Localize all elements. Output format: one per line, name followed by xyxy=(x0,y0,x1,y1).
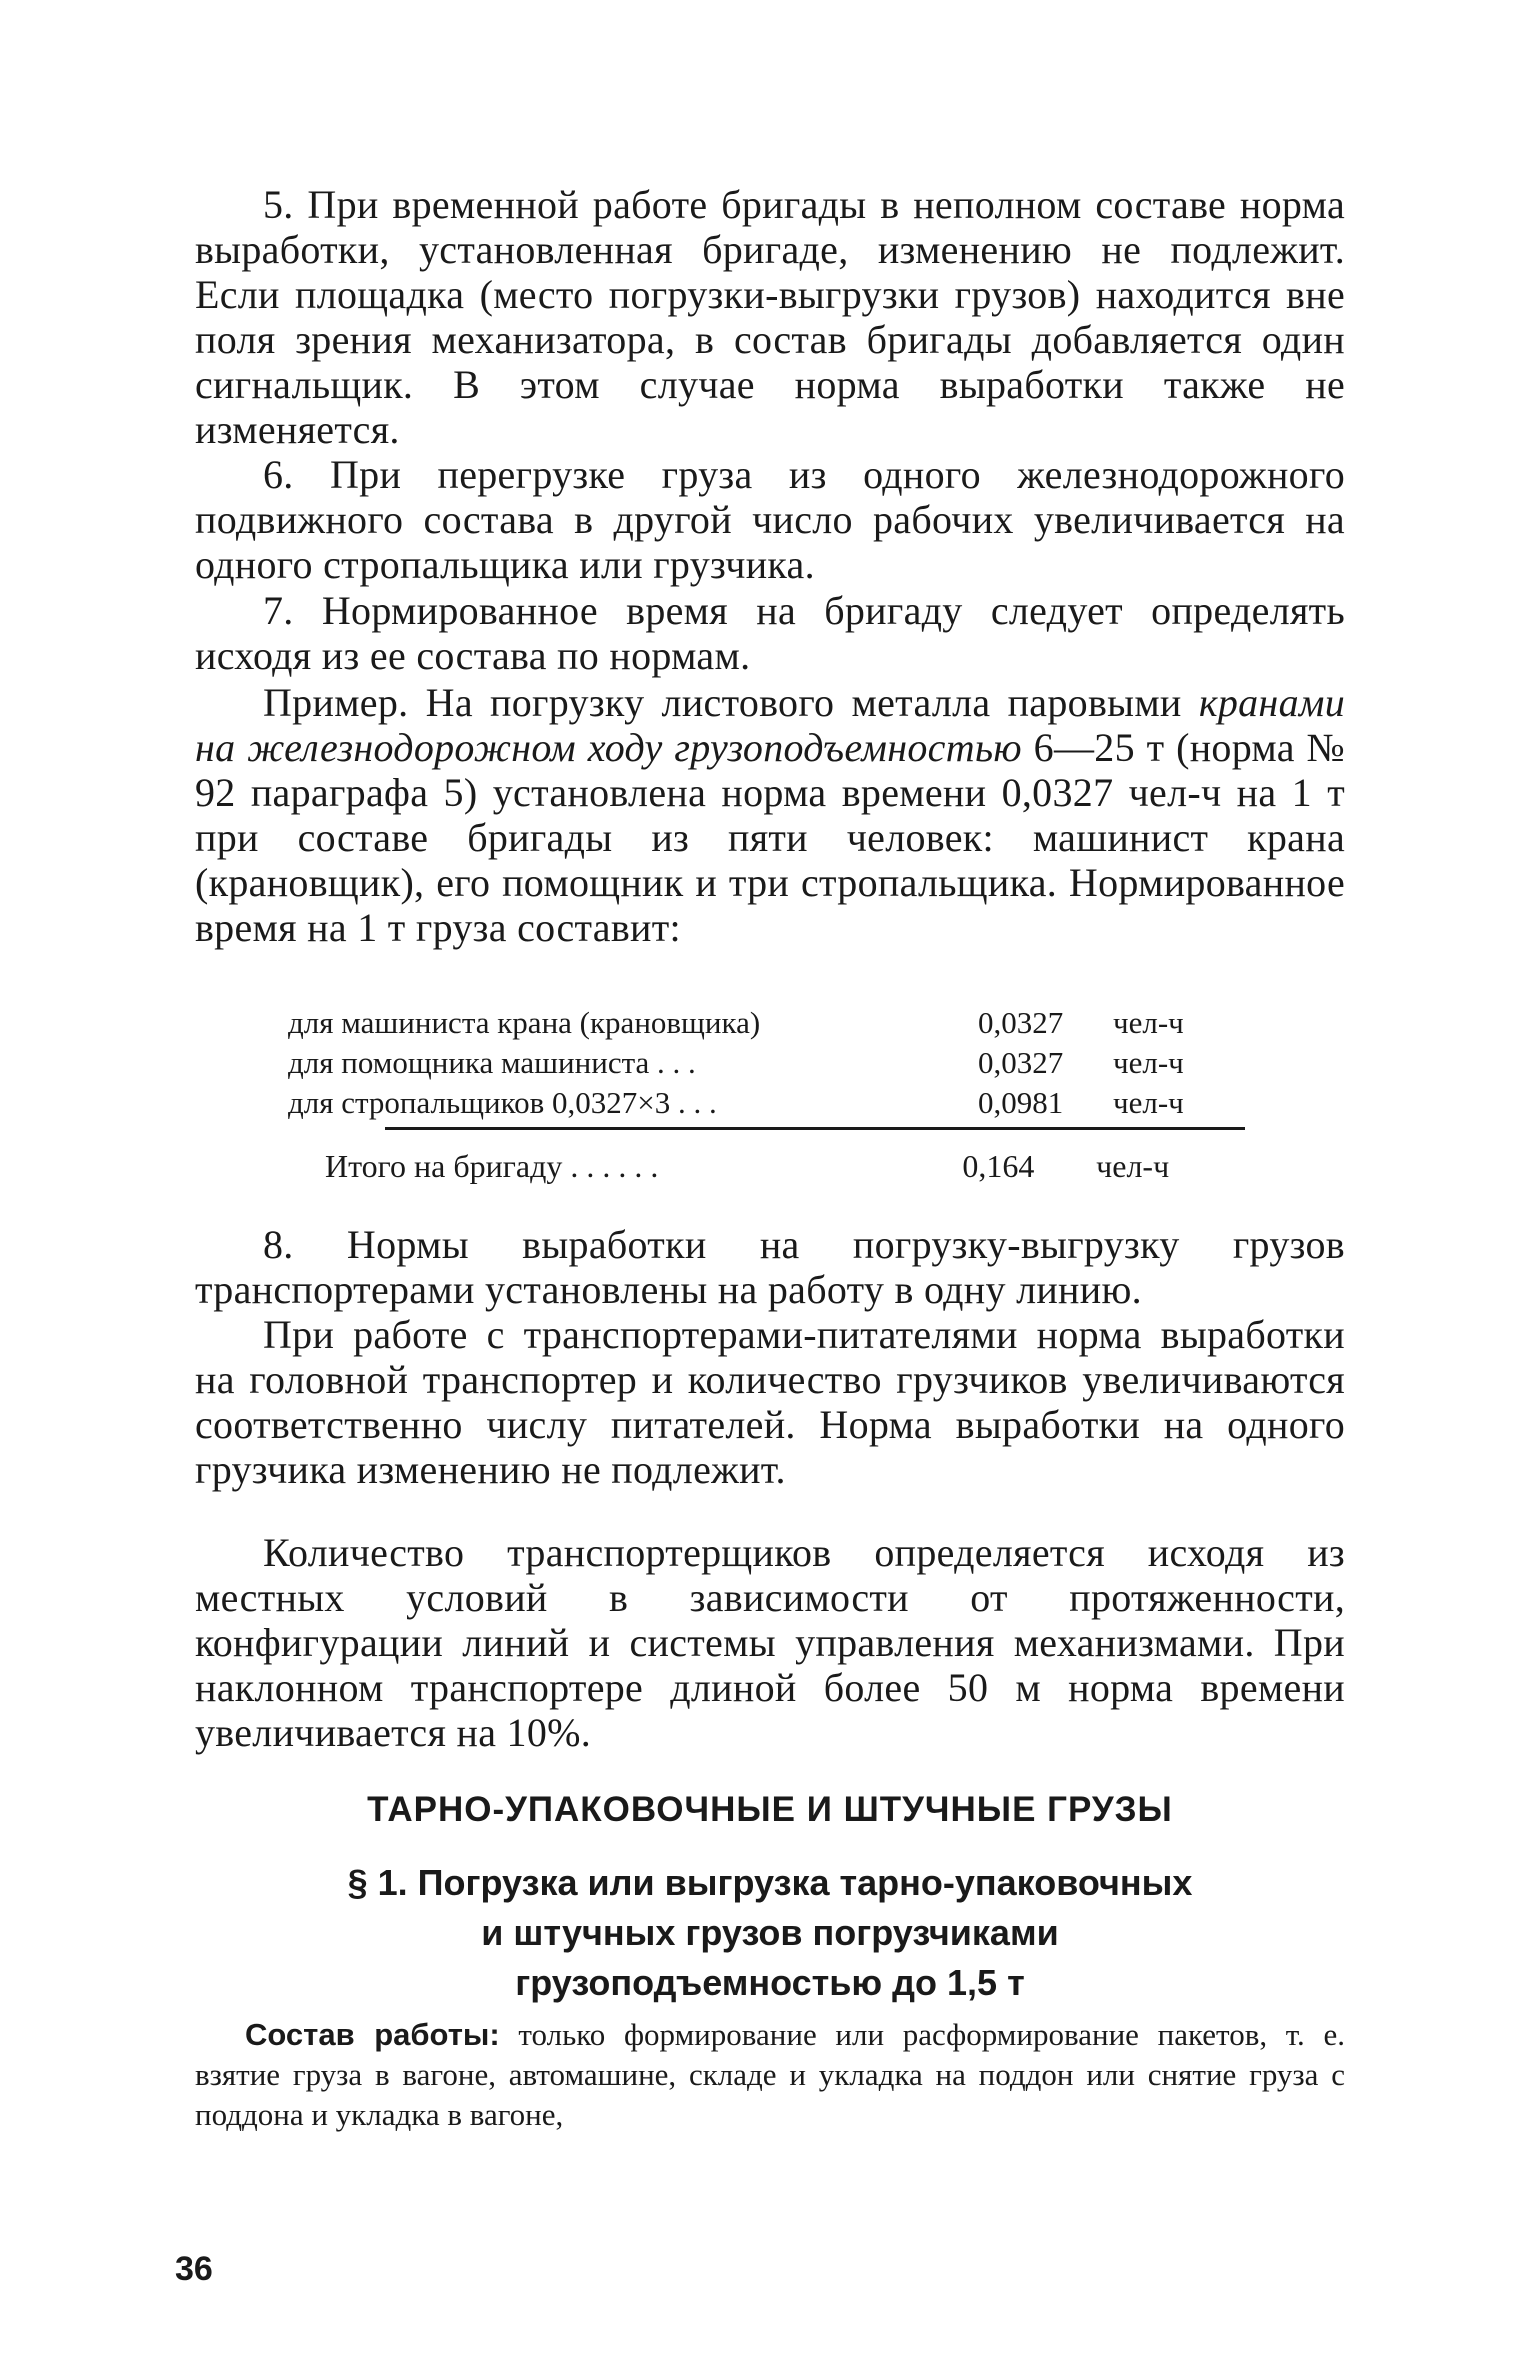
subtitle-line: и штучных грузов погрузчиками xyxy=(481,1912,1059,1953)
conveyors-paragraph: Количество транспортерщиков определяется исходя из местных условий в зависимости от протяженности, конфигурации линий и системы управления механизмами. При наклонном транспортере длиной более 50 м норма времени увеличивается на 10%. xyxy=(195,1530,1345,1755)
total-label: Итого на бригаду . . . . . . xyxy=(325,1148,659,1184)
work-composition-text: только формирование или расформирование пакетов, т. е. взятие груза в вагоне, автомашине, складе и укладка на поддон или снятие груза с поддона и укладка в вагоне, xyxy=(195,2017,1345,2132)
calc-row xyxy=(288,1045,1248,1085)
work-composition xyxy=(195,2015,1345,2135)
calc-row-label: для помощника машиниста . . . xyxy=(288,1045,696,1080)
total-unit: чел-ч xyxy=(1096,1148,1170,1184)
calc-row-unit: чел-ч xyxy=(1113,1045,1184,1080)
subtitle-line: § 1. Погрузка или выгрузка тарно-упаковочных xyxy=(347,1862,1193,1903)
paragraph-7: 7. Нормированное время на бригаду следует определять исходя из ее состава по нормам. xyxy=(195,588,1345,678)
calc-row-value: 0,0981 xyxy=(978,1085,1064,1120)
section-subtitle xyxy=(195,1858,1345,2008)
calc-row-label: для стропальщиков 0,0327×3 . . . xyxy=(288,1085,717,1120)
example-text-end: 6—25 т (норма № 92 параграфа 5) установлена норма времени 0,0327 чел-ч на 1 т при составе бригады из пяти человек: машинист крана (крановщик), его помощник и три стропальщика. Нормированное время на 1 т груза составит: xyxy=(195,725,1346,950)
total-value: 0,164 xyxy=(962,1148,1035,1184)
calc-row xyxy=(288,1085,1248,1125)
paragraph-5: 5. При временной работе бригады в неполном составе норма выработки, установленная бригаде, изменению не подлежит. Если площадка (место погрузки-выгрузки грузов) находится вне поля зрения механизатора, в состав бригады добавляется один сигнальщик. В этом случае норма выработки также не изменяется. xyxy=(195,182,1345,452)
calc-row xyxy=(288,1005,1248,1045)
page-number: 36 xyxy=(175,2250,213,2288)
subtitle-line: грузоподъемностью до 1,5 т xyxy=(515,1962,1025,2003)
calculation-table xyxy=(288,1005,1248,1125)
calc-row-label: для машиниста крана (крановщика) xyxy=(288,1005,761,1040)
example-paragraph xyxy=(195,680,1345,950)
feeders-paragraph: При работе с транспортерами-питателями норма выработки на головной транспортер и количество грузчиков увеличиваются соответственно числу питателей. Норма выработки на одного грузчика изменению не подлежит. xyxy=(195,1312,1345,1492)
paragraph-6: 6. При перегрузке груза из одного железнодорожного подвижного состава в другой число рабочих увеличивается на одного стропальщика или грузчика. xyxy=(195,452,1345,587)
calculation-total xyxy=(325,1148,1225,1185)
calc-row-unit: чел-ч xyxy=(1113,1005,1184,1040)
calc-row-value: 0,0327 xyxy=(978,1045,1064,1080)
calc-row-unit: чел-ч xyxy=(1113,1085,1184,1120)
section-title: ТАРНО-УПАКОВОЧНЫЕ И ШТУЧНЫЕ ГРУЗЫ xyxy=(367,1790,1173,1829)
calc-row-value: 0,0327 xyxy=(978,1005,1064,1040)
work-composition-lead: Состав работы: xyxy=(245,2017,500,2052)
calculation-divider xyxy=(385,1127,1245,1130)
example-italic-text: кранами на железнодорожном ходу грузоподъемностью xyxy=(195,680,1345,770)
example-text-start: Пример. На погрузку листового металла паровыми xyxy=(263,680,1199,725)
paragraph-8: 8. Нормы выработки на погрузку-выгрузку грузов транспортерами установлены на работу в одну линию. xyxy=(195,1222,1345,1312)
